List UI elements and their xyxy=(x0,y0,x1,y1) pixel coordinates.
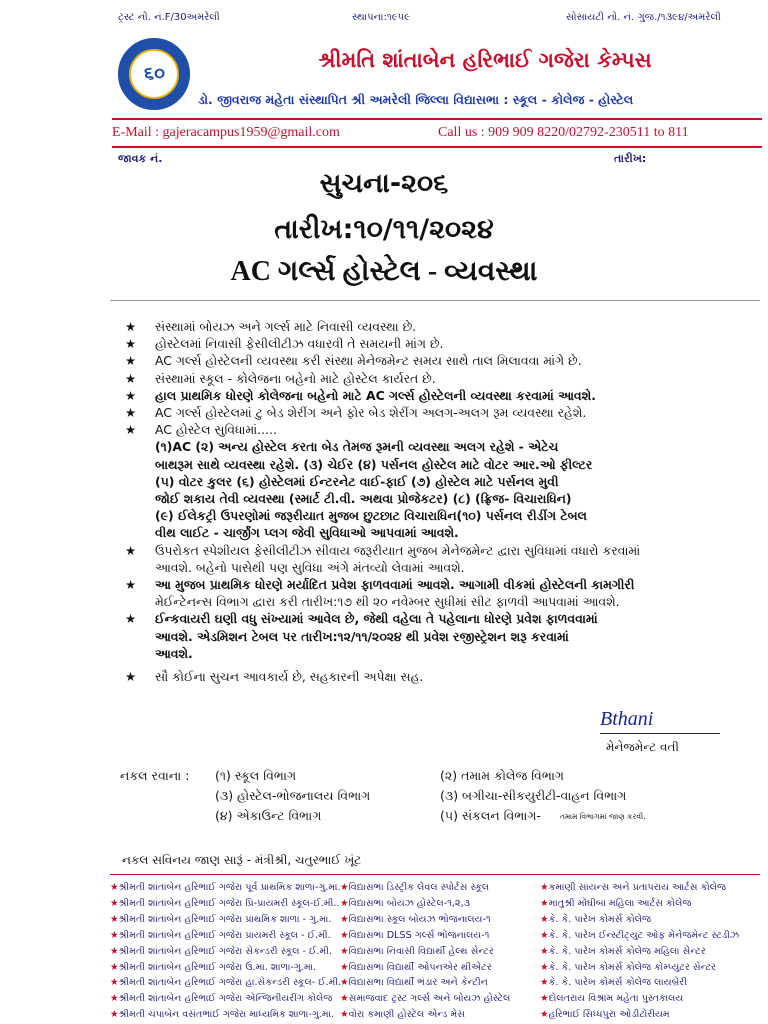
bullet-continuation: આવશે. xyxy=(155,645,193,661)
list-item xyxy=(110,880,341,896)
list-item xyxy=(340,975,510,991)
notice-number: સુચના-૨૦૬ xyxy=(319,168,449,199)
signature-line xyxy=(600,733,720,734)
list-item-text: વિદ્યાસભા DLSS ગર્લ્સ ભોજનાલય-૧ xyxy=(348,929,490,941)
campus-logo xyxy=(118,38,190,110)
bullet-item xyxy=(125,335,735,352)
list-item xyxy=(340,912,510,928)
star-icon: ★ xyxy=(110,977,119,989)
list-item xyxy=(540,960,739,976)
list-item xyxy=(110,896,341,912)
star-icon: ★ xyxy=(125,577,137,593)
institutions-col3 xyxy=(540,880,739,1023)
date-label: તારીખ: xyxy=(614,152,647,165)
bullet-item xyxy=(125,542,735,559)
star-icon: ★ xyxy=(125,611,137,627)
list-item xyxy=(340,944,510,960)
star-icon: ★ xyxy=(125,405,137,421)
bullet-item xyxy=(125,318,735,335)
bullet-item xyxy=(125,352,735,369)
list-item xyxy=(110,991,341,1007)
list-item-text: શ્રીમતી શાંતાબેન હરિભાઈ ગજેરા સેકન્ડરી સ્કૂલ - ઈ.મી. xyxy=(118,945,333,957)
management-on-behalf: મેનેજમેન્ટ વતી xyxy=(606,740,679,754)
star-icon: ★ xyxy=(540,882,549,893)
list-item-text: દોલતરાય વિશ્રામ મહેતા પુસ્તકાલય xyxy=(548,993,684,1005)
list-item xyxy=(340,880,510,896)
logo-mark-glyph: ૬૦ xyxy=(144,63,165,84)
star-icon: ★ xyxy=(125,336,137,352)
list-item-text: સમાજવાદ ટ્રસ્ટ ગર્લ્સ અને બોયઝ હોસ્ટેલ xyxy=(348,993,511,1005)
copy-to-label: નકલ રવાના : xyxy=(120,768,190,783)
star-icon: ★ xyxy=(125,370,137,386)
star-icon: ★ xyxy=(340,945,349,957)
list-item-text: કે. કે. પારેખ કોમર્સ કોલેજ લાયબ્રેરી xyxy=(548,977,688,989)
bullet-text: આ મુજબ પ્રાથમિક ધોરણે મર્યાદિત પ્રવેશ ફાળવવામાં આવશે. આગામી વીકમાં હોસ્ટેલની કામગીરી xyxy=(155,577,635,593)
list-item-text: કે. કે. પારેખ કોમર્સ કોલેજ મહિલા સેન્ટર xyxy=(548,945,706,957)
star-icon: ★ xyxy=(110,1009,119,1021)
list-item xyxy=(540,975,739,991)
star-icon: ★ xyxy=(540,945,549,957)
star-icon: ★ xyxy=(110,897,119,909)
copy-to-item: (૩) હોસ્ટેલ-ભોજનાલય વિભાગ xyxy=(215,788,371,803)
list-item xyxy=(340,991,510,1007)
list-item-text: શ્રીમતી શાંતાબેન હરિભાઈ ગજેરા પૂર્વ પ્રાથમિક શાળા-ગુ.મા. xyxy=(118,882,341,893)
list-item-text: વિદ્યાસભા સ્કૂલ બોયઝ ભોજનાલય-૧ xyxy=(348,913,491,925)
star-icon: ★ xyxy=(110,929,119,941)
signature: Bthani xyxy=(600,708,654,730)
bullet-text: ઉપરોકત સ્પેશીયલ ફેસીલીટીઝ સીવાય જરૂરીયાત મુજબ મેનેજમેન્ટ દ્વારા સુવિધામાં વધારો કરવામાં xyxy=(155,542,641,558)
star-icon: ★ xyxy=(110,945,119,957)
list-item-text: કે. કે. પારેખ કોમર્સ કોલેજ xyxy=(548,913,652,925)
facilities-line: (૯) ઈલેકટ્રી ઉપરણોમાં જરૂરીયાત મુજબ છુટછાટ વિચારાધિન(૧૦) પર્સનલ રીડીંગ ટેબલ xyxy=(155,508,587,524)
star-icon: ★ xyxy=(340,977,349,989)
bullet-text: હાલ પ્રાથમિક ધોરણે કોલેજના બહેનો માટે AC ગર્લ્સ હોસ્ટેલની વ્યવસ્થા કરવામાં આવશે. xyxy=(155,387,596,403)
notice-date: તારીખ:૧૦/૧૧/૨૦૨૪ xyxy=(274,214,494,245)
footer-divider xyxy=(110,874,760,875)
star-icon: ★ xyxy=(125,387,137,403)
star-icon: ★ xyxy=(540,961,549,973)
star-icon: ★ xyxy=(110,961,119,973)
copy-to-note: તમામ વિભાગમાં જાણ કરવી. xyxy=(560,812,646,821)
bullet-text: હોસ્ટેલમાં નિવાસી ફેસીલીટીઝ વધારવી તે સમયની માંગ છે. xyxy=(155,336,444,352)
star-icon: ★ xyxy=(110,913,119,925)
list-item xyxy=(340,928,510,944)
list-item xyxy=(540,944,739,960)
bullet-text: AC ગર્લ્સ હોસ્ટેલમાં ટુ બેડ શેરીંગ અને ફોર બેડ શેરીંગ અલગ-અલગ રૂમ વ્યવસ્થા રહેશે. xyxy=(155,405,587,421)
star-icon: ★ xyxy=(340,929,349,941)
list-item xyxy=(110,975,341,991)
star-icon: ★ xyxy=(110,882,119,893)
bullet-text: AC ગર્લ્સ હોસ્ટેલની વ્યવસ્થા કરી સંસ્થા મેનેજમેન્ટ સમય સાથે તાલ મિલાવવા માંગે છે. xyxy=(155,353,582,369)
list-item xyxy=(110,960,341,976)
campus-subtitle: ડો. જીવરાજ મહેતા સંસ્થાપિત શ્રી અમરેલી જિલ્લા વિદ્યાસભા : સ્કૂલ - કોલેજ - હોસ્ટેલ xyxy=(198,92,634,107)
list-item-text: કમાણી સાયન્સ અને પ્રતાપરાય આર્ટસ કોલેજ xyxy=(548,882,727,893)
list-item xyxy=(110,944,341,960)
list-item xyxy=(110,1007,341,1023)
list-item-text: શ્રીમતી ચંપાબેન વસંતભાઈ ગજેરા માધ્યમિક શાળા-ગુ.મા. xyxy=(118,1009,335,1021)
list-item xyxy=(110,928,341,944)
bullet-item xyxy=(125,576,735,593)
copy-to-secretary: નકલ સવિનય જાણ સારૂં - મંત્રીશ્રી, ચતુરભાઈ ખૂંટ xyxy=(122,853,362,867)
institutions-col1 xyxy=(110,880,341,1023)
list-item xyxy=(340,1007,510,1023)
star-icon: ★ xyxy=(540,913,549,925)
header-divider-bottom xyxy=(112,146,762,148)
list-item-text: કે. કે. પારેખ ઈન્સ્ટીટ્યુટ ઓફ મેનેજમેન્ટ સ્ટડીઝ xyxy=(548,929,739,941)
society-number: સોસાયટી નોં. નં. ગુજ./૧૩૯૪/અમરેલી xyxy=(566,12,721,23)
list-item-text: વિદ્યાસભા વિદ્યાર્થી ઓપનએર થીએટર xyxy=(348,961,492,973)
list-item-text: હરિભાઈ સિધ્ધપુરા ઓડીટોરીયમ xyxy=(548,1009,670,1021)
copy-to-item: (૧) સ્કૂલ વિભાગ xyxy=(215,768,297,783)
list-item xyxy=(540,912,739,928)
star-icon: ★ xyxy=(125,542,137,558)
list-item-text: શ્રીમતી શાંતાબેન હરિભાઈ ગજેરા એન્જિનીયરીંગ કોલેજ xyxy=(118,993,333,1005)
title-divider xyxy=(110,300,760,301)
trust-number: ટ્રસ્ટ નોં. નં.F/30અમરેલી xyxy=(118,12,220,23)
copy-to-item: (૪) એકાઉન્ટ વિભાગ xyxy=(215,808,322,823)
list-item xyxy=(340,960,510,976)
bullet-text: સૌ કોઈના સુચન આવકાર્ય છે, સહકારની અપેક્ષા સહ. xyxy=(155,669,424,685)
bullet-text: ઈન્કવાયરી ઘણી વધુ સંખ્યામાં આવેલ છે, જેથી વહેલા તે પહેલાના ધોરણે પ્રવેશ ફાળવવામાં xyxy=(155,611,598,627)
star-icon: ★ xyxy=(340,961,349,973)
star-icon: ★ xyxy=(540,993,549,1005)
facilities-line: (૫) વોટર કુલર (૬) હોસ્ટેલમાં ઈન્ટરનેટ વાઈ-ફાઈ (૭) હોસ્ટેલ માટે પર્સનલ મુવી xyxy=(155,473,559,489)
star-icon: ★ xyxy=(125,319,137,334)
institutions-col2 xyxy=(340,880,510,1023)
facilities-line: બાથરૂમ સાથે વ્યવસ્થા રહેશે. (૩) ચેઈર (૪) પર્સનલ હોસ્ટેલ માટે વોટર આર.ઓ ફીલ્ટર xyxy=(155,456,593,472)
list-item-text: શ્રીમતી શાંતાબેન હરિભાઈ ગજેરા પ્રાયમરી સ્કૂલ - ઈ.મી. xyxy=(118,929,331,941)
list-item-text: કે. કે. પારેખ કોમર્સ કોલેજ કોમ્પ્યુટર સેન્ટર xyxy=(548,961,717,973)
ref-number-label: જાવક નં. xyxy=(118,152,163,165)
list-item-text: શ્રીમતી શાંતાબેન હરિભાઈ ગજેરા પ્રિ-પ્રાયમરી સ્કૂલ-ઈ.મી.. xyxy=(118,897,340,909)
list-item-text: માતુશ્રી મોંઘીબા મહિલા આર્ટસ કોલેજ xyxy=(548,897,692,909)
list-item xyxy=(340,896,510,912)
header-divider-top xyxy=(112,118,762,120)
bullet-continuation: આવશે. એડમિશન ટેબલ પર તારીખ:૧૨/૧૧/૨૦૨૪ થી પ્રવેશ રજીસ્ટ્રેશન શરૂ કરવામાં xyxy=(155,628,569,644)
star-icon: ★ xyxy=(540,929,549,941)
copy-to-item: (૩) બગીચા-સીકયુરીટી-વાહન વિભાગ xyxy=(440,788,627,803)
facilities-line: જોઈ શકાય તેવી વ્યવસ્થા (સ્માર્ટ ટી.વી. અથવા પ્રોજેકટર) (૮) (ફ્રિજ- વિચારાધિન) xyxy=(155,491,572,507)
list-item xyxy=(540,928,739,944)
bullet-continuation: આવશે. બહેનો પાસેથી પણ સુવિધા અંગે મંતવ્યો લેવામાં આવશે. xyxy=(155,559,465,575)
bullet-item xyxy=(125,387,735,404)
bullet-item xyxy=(125,404,735,421)
star-icon: ★ xyxy=(340,897,349,909)
star-icon: ★ xyxy=(540,1009,549,1021)
list-item-text: શ્રીમતી શાંતાબેન હરિભાઈ ગજેરા હા.સેકન્ડરી સ્કૂલ- ઈ.મી. xyxy=(118,977,342,989)
bullet-item xyxy=(125,370,735,387)
list-item xyxy=(540,896,739,912)
star-icon: ★ xyxy=(125,669,137,685)
star-icon: ★ xyxy=(340,1009,349,1021)
star-icon: ★ xyxy=(125,353,137,369)
list-item-text: શ્રીમતી શાંતાબેન હરિભાઈ ગજેરા ઉ.મા. શાળા-ગુ.મા. xyxy=(118,961,317,973)
star-icon: ★ xyxy=(340,993,349,1005)
copy-to-item: (૨) તમામ કોલેજ વિભાગ xyxy=(440,768,565,783)
established-year: સ્થાપના:૧૯૫૯ xyxy=(352,12,411,23)
bullet-text: સંસ્થામાં સ્કૂલ - કોલેજના બહેનો માટે હોસ્ટેલ કાર્યરત છે. xyxy=(155,370,436,386)
logo-emblem xyxy=(129,49,179,99)
campus-name: શ્રીમતિ શાંતાબેન હરિભાઈ ગજેરા કેમ્પસ xyxy=(318,48,652,72)
copy-to-item: (૫) સંકલન વિભાગ- xyxy=(440,808,541,823)
list-item-text: વિદ્યાસભા વિદ્યાર્થી ભંડાર અને કેન્ટીન xyxy=(348,977,488,989)
bullet-item xyxy=(125,610,735,627)
star-icon: ★ xyxy=(540,897,549,909)
email-contact: E-Mail : gajeracampus1959@gmail.com xyxy=(112,125,340,140)
star-icon: ★ xyxy=(110,993,119,1005)
facilities-line: (૧)AC (૨) અન્ય હોસ્ટેલ કરતા બેડ તેમજ રૂમની વ્યવસ્થા અલગ રહેશે - એટેચ xyxy=(155,439,559,455)
star-icon: ★ xyxy=(125,422,137,438)
bullet-text: સંસ્થામાં બોયઝ અને ગર્લ્સ માટે નિવાસી વ્યવસ્થા છે. xyxy=(155,319,417,334)
star-icon: ★ xyxy=(540,977,549,989)
bullet-item xyxy=(125,421,735,438)
bullet-continuation: મેઈન્ટેનન્સ વિભાગ દ્વારા કરી તારીખ:૧૭ થી ૨૦ નવેમ્બર સુધીમાં સીટ ફાળવી આપવામાં આવશે. xyxy=(155,594,620,610)
star-icon: ★ xyxy=(340,882,349,893)
list-item xyxy=(540,880,739,896)
facilities-line: વીથ લાઈટ - ચાર્જીંગ પ્લગ જેવી સુવિધાઓ આપવામાં આવશે. xyxy=(155,525,459,541)
list-item xyxy=(110,912,341,928)
bullet-text: AC હોસ્ટેલ સુવિધામાં..... xyxy=(155,422,277,438)
notice-subject: AC ગર્લ્સ હોસ્ટેલ - વ્યવસ્થા xyxy=(230,256,538,287)
list-item-text: શ્રીમતી શાંતાબેન હરિભાઈ ગજેરા પ્રાથમિક શાળા - ગુ.મા. xyxy=(118,913,332,925)
list-item xyxy=(540,1007,739,1023)
phone-contact: Call us : 909 909 8220/02792-230511 to 811 xyxy=(438,125,689,140)
star-icon: ★ xyxy=(340,913,349,925)
list-item-text: વિદ્યાસભા બોયઝ હોસ્ટેલ-૧,૨,૩ xyxy=(348,897,471,909)
list-item-text: વિદ્યાસભા નિવાસી વિદ્યાર્થી હેલ્થ સેન્ટર xyxy=(348,945,494,957)
list-item-text: વોરા કમાણી હોસ્ટેલ એન્ડ મેસ xyxy=(348,1009,466,1021)
notice-body xyxy=(125,318,735,685)
list-item xyxy=(540,991,739,1007)
bullet-item xyxy=(125,668,735,685)
list-item-text: વિદ્યાસભા ડિસ્ટ્રીક લેવલ સ્પોર્ટસ સ્કૂલ xyxy=(348,882,490,893)
